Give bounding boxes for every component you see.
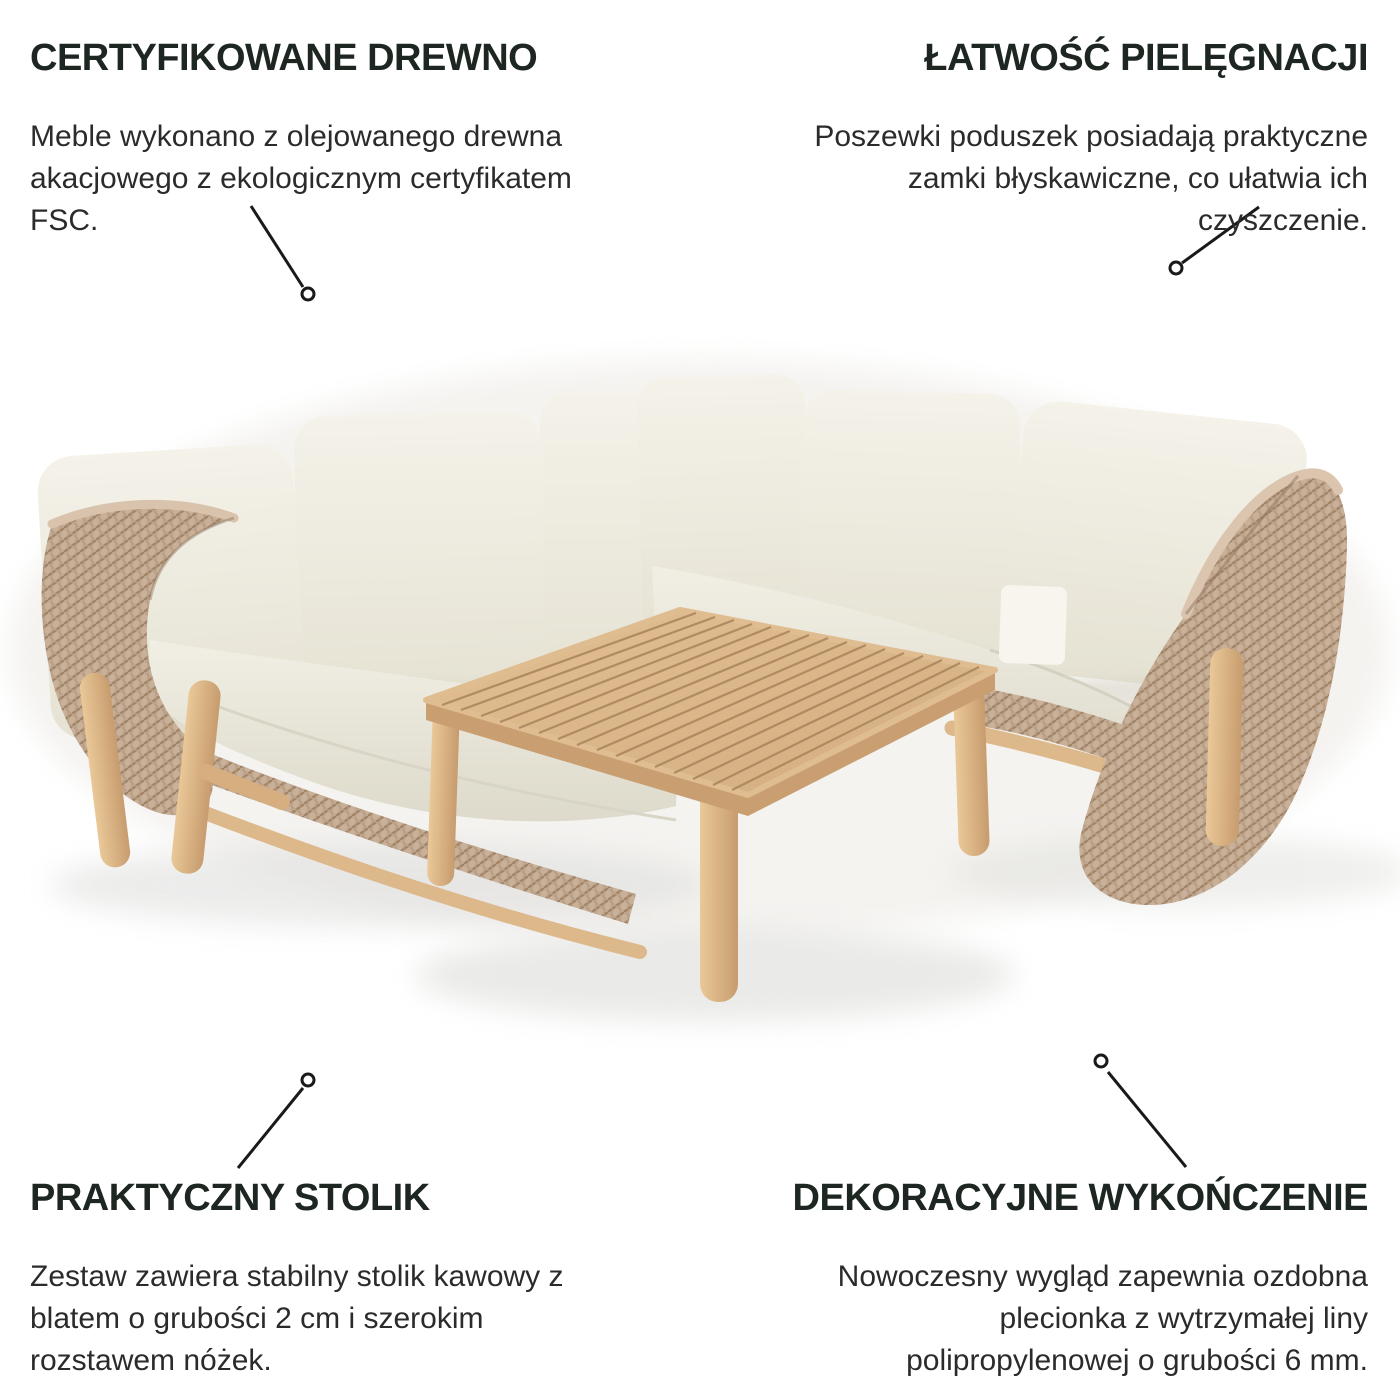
feature-line: plecionka z wytrzymałej liny [999, 1302, 1368, 1335]
feature-certified-wood [30, 36, 660, 242]
callout-dot [1170, 262, 1182, 274]
callout-bottom-left [238, 1074, 314, 1168]
feature-line: akacjowego z ekologicznym certyfikatem [30, 162, 572, 195]
feature-line: Poszewki poduszek posiadają praktyczne [814, 120, 1368, 153]
feature-line: Zestaw zawiera stabilny stolik kawowy z [30, 1260, 564, 1293]
feature-line: polipropylenowej o grubości 6 mm. [906, 1344, 1368, 1377]
feature-description [738, 1256, 1368, 1382]
feature-line: Meble wykonano z olejowanego drewna [30, 120, 563, 153]
feature-easy-care [738, 36, 1368, 242]
back-cushion [293, 412, 546, 708]
feature-line: blatem o grubości 2 cm i szerokim [30, 1302, 484, 1335]
callout-dot [1095, 1055, 1107, 1067]
feature-line: zamki błyskawiczne, co ułatwia ich [907, 162, 1368, 195]
feature-line: rozstawem nóżek. [30, 1344, 272, 1377]
feature-title: PRAKTYCZNY STOLIK [30, 1177, 430, 1219]
feature-title: CERTYFIKOWANE DREWNO [30, 37, 538, 79]
feature-line: Nowoczesny wygląd zapewnia ozdobna [837, 1260, 1368, 1293]
feature-title: DEKORACYJNE WYKOŃCZENIE [792, 1177, 1368, 1219]
feature-title: ŁATWOŚĆ PIELĘGNACJI [924, 37, 1368, 79]
table-leg-right [953, 683, 990, 856]
feature-line: czyszczenie. [1197, 204, 1368, 237]
callout-bottom-right [1095, 1055, 1186, 1167]
seat-side-panel [999, 585, 1068, 665]
callout-dot [302, 288, 314, 300]
feature-decorative-finish [738, 1176, 1368, 1382]
callout-line [1108, 1072, 1186, 1167]
feature-practical-table [30, 1176, 660, 1382]
feature-description [738, 116, 1368, 242]
feature-description [30, 1256, 660, 1382]
feature-description [30, 116, 660, 242]
wood-front-leg-right [1205, 648, 1243, 847]
callout-dot [302, 1074, 314, 1086]
callout-line [238, 1088, 303, 1168]
table-leg-front [700, 778, 738, 1002]
feature-line: FSC. [30, 204, 99, 237]
